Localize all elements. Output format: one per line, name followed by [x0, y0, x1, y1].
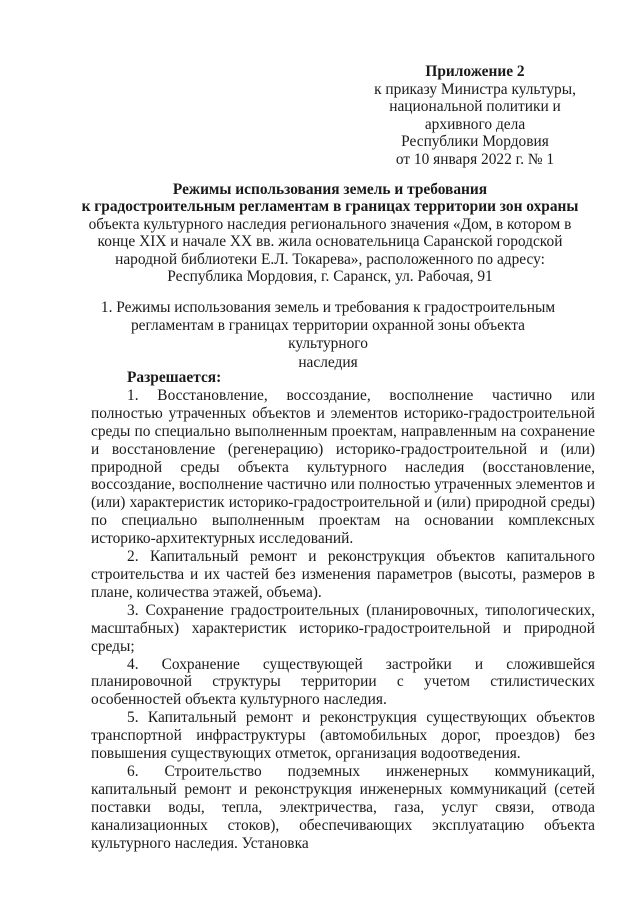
document-subtitle-line: народной библиотеки Е.Л. Токарева», расположенного по адресу:: [115, 250, 545, 268]
document-title-line: к градостроительным регламентам в границах территории зон охраны: [81, 198, 579, 216]
section-heading-line: 1. Режимы использования земель и требования к градостроительным: [100, 299, 556, 316]
section-heading-line: наследия: [298, 353, 358, 371]
document-title-block: [68, 181, 592, 285]
list-item: 1. Восстановление, воссоздание, восполнение частично или полностью утраченных объектов и элементов историко-градостроительной среды по специально выполненным проектам, направленным на сохранение и восстановление (регенерацию) историко-градостроительной и (или) природной среды объекта культурного наследия (восстановление, воссоздание, восполнение частично или полностью утраченных элементов и (или) характеристик историко-градостроительной и (или) природной среды) по специально выполненным проектам на основании комплексных историко-архитектурных исследований.: [91, 386, 595, 548]
section-heading: [90, 299, 566, 372]
list-item: 3. Сохранение градостроительных (планировочных, типологических, масштабных) характеристик историко-градостроительной и природной среды;: [91, 601, 595, 655]
list-item: 6. Строительство подземных инженерных коммуникаций, капитальный ремонт и реконструкция инженерных коммуникаций (сетей поставки воды, тепла, электричества, газа, услуг связи, отвода канализационных стоков), обеспечивающих эксплуатацию объекта культурного наследия. Установка: [91, 762, 595, 852]
document-subtitle-line: конце XIX и начале XX вв. жила основательница Саранской городской: [97, 233, 563, 251]
list-item: 5. Капитальный ремонт и реконструкция существующих объектов транспортной инфраструктуры (автомобильных дорог, проездов) без повышения существующих отметок, организация водоотведения.: [91, 709, 595, 763]
list-item: 4. Сохранение существующей застройки и сложившейся планировочной структуры территории с учетом стилистических особенностей объекта культурного наследия.: [91, 655, 595, 709]
appendix-line: к приказу Министра культуры,: [374, 80, 576, 98]
appendix-title: Приложение 2: [425, 63, 525, 80]
appendix-date-line: от 10 января 2022 г. № 1: [395, 150, 555, 168]
appendix-line: архивного дела: [424, 115, 526, 133]
permits-heading: Разрешается:: [127, 369, 222, 386]
body-text: [91, 369, 595, 852]
list-item: 2. Капитальный ремонт и реконструкция объектов капитального строительства и их частей без изменения параметров (высоты, размеров в плане, количества этажей, объема).: [91, 548, 595, 601]
appendix-block: [356, 63, 594, 169]
section-heading-line: регламентам в границах территории охранной зоны объекта культурного: [130, 317, 525, 353]
document-subtitle-line: объекта культурного наследия регионального значения «Дом, в котором в: [88, 215, 572, 233]
document-address-line: Республика Мордовия, г. Саранск, ул. Рабочая, 91: [167, 268, 493, 286]
appendix-line: национальной политики и: [389, 98, 561, 116]
appendix-line: Республики Мордовия: [401, 133, 549, 151]
document-title-line: Режимы использования земель и требования: [172, 181, 488, 198]
